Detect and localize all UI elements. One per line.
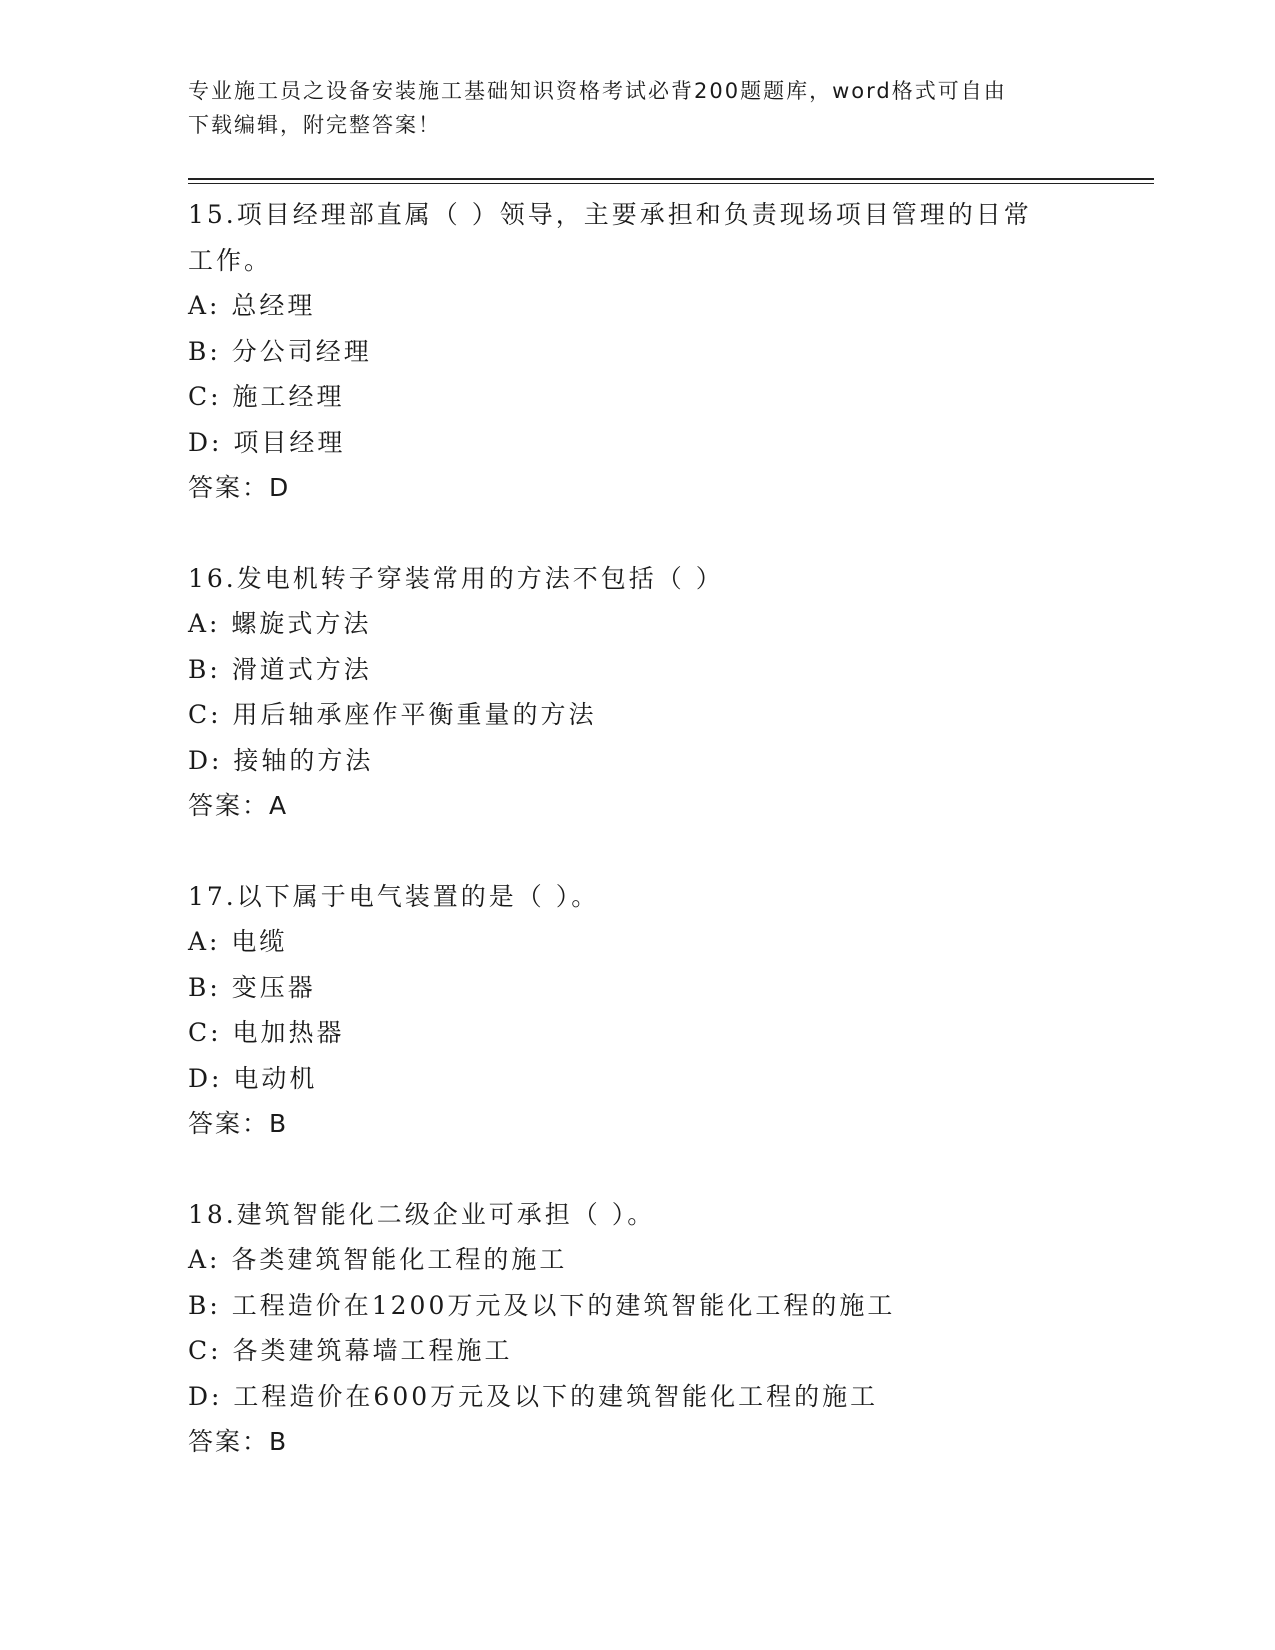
question-16 bbox=[188, 556, 1088, 829]
option-d: D: 工程造价在600万元及以下的建筑智能化工程的施工 bbox=[188, 1381, 879, 1411]
header-divider-thick bbox=[188, 178, 1154, 180]
option-c: C: 用后轴承座作平衡重量的方法 bbox=[188, 700, 597, 729]
option-a: A: 电缆 bbox=[188, 927, 288, 956]
option-c: C: 施工经理 bbox=[188, 382, 345, 411]
answer-line: 答案：A bbox=[188, 791, 289, 820]
option-a: A: 螺旋式方法 bbox=[188, 609, 372, 638]
question-17 bbox=[188, 874, 1088, 1147]
question-stem: 16.发电机转子穿装常用的方法不包括（ ） bbox=[188, 563, 724, 593]
option-b: B: 滑道式方法 bbox=[188, 654, 372, 684]
question-15 bbox=[188, 192, 1088, 511]
option-d: D: 项目经理 bbox=[188, 427, 346, 457]
header-divider-thin bbox=[188, 183, 1154, 184]
answer-line: 答案：B bbox=[188, 1109, 289, 1138]
header-line-2: 下载编辑，附完整答案！ bbox=[188, 113, 441, 137]
question-stem: 18.建筑智能化二级企业可承担（ ）。 bbox=[188, 1199, 656, 1229]
question-18 bbox=[188, 1192, 1088, 1465]
option-d: D: 接轴的方法 bbox=[188, 745, 374, 775]
option-a: A: 各类建筑智能化工程的施工 bbox=[188, 1245, 568, 1274]
option-b: B: 工程造价在1200万元及以下的建筑智能化工程的施工 bbox=[188, 1290, 896, 1320]
answer-line: 答案：B bbox=[188, 1427, 289, 1456]
option-a: A: 总经理 bbox=[188, 291, 316, 320]
question-list bbox=[188, 192, 1088, 1510]
question-stem: 15.项目经理部直属（ ）领导，主要承担和负责现场项目管理的日常 bbox=[188, 200, 1032, 229]
answer-line: 答案：D bbox=[188, 473, 291, 502]
option-b: B: 变压器 bbox=[188, 972, 316, 1002]
option-c: C: 电加热器 bbox=[188, 1018, 345, 1047]
option-c: C: 各类建筑幕墙工程施工 bbox=[188, 1336, 513, 1365]
question-stem-continued: 工作。 bbox=[188, 245, 273, 275]
document-header bbox=[188, 74, 1068, 142]
option-d: D: 电动机 bbox=[188, 1063, 318, 1093]
header-line-1: 专业施工员之设备安装施工基础知识资格考试必背200题题库，word格式可自由 bbox=[188, 79, 1007, 103]
question-stem: 17.以下属于电气装置的是（ ）。 bbox=[188, 881, 600, 911]
option-b: B: 分公司经理 bbox=[188, 336, 372, 366]
